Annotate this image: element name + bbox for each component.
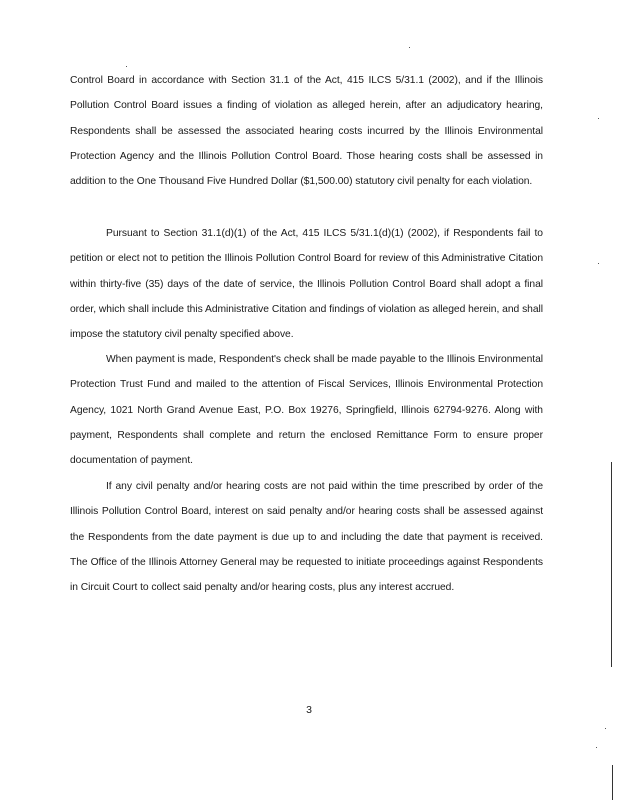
scan-speck bbox=[598, 263, 599, 264]
paragraph-hearing-costs bbox=[70, 68, 543, 194]
paragraph-text: Control Board in accordance with Section 31.1 of the Act, 415 ILCS 5/31.1 (2002), and if the Illinois Pollution Control Board issues a finding of violation as alleged herein, after an adjudicatory hearing, Respondents shall be assessed the associated hearing costs incurred by the Illinois Environmental Protection Agency and the Illinois Pollution Control Board. Those hearing costs shall be assessed in addition to the One Thousand Five Hundred Dollar ($1,500.00) statutory civil penalty for each violation. bbox=[70, 75, 543, 188]
scan-speck bbox=[596, 747, 597, 748]
scan-speck bbox=[409, 47, 410, 48]
page-number: 3 bbox=[306, 704, 312, 716]
scan-artifact-line bbox=[611, 462, 612, 667]
paragraph-text: If any civil penalty and/or hearing costs are not paid within the time prescribed by order of the Illinois Pollution Control Board, interest on said penalty and/or hearing costs shall be assessed against the Respondents from the date payment is due up to and including the date that payment is received. The Office of the Illinois Attorney General may be requested to initiate proceedings against Respondents in Circuit Court to collect said penalty and/or hearing costs, plus any interest accrued. bbox=[70, 481, 543, 594]
scan-speck bbox=[598, 118, 599, 119]
paragraph-text: When payment is made, Respondent's check shall be made payable to the Illinois Environmental Protection Trust Fund and mailed to the attention of Fiscal Services, Illinois Environmental Protection Agency, 1021 North Grand Avenue East, P.O. Box 19276, Springfield, Illinois 62794-9276. Along with payment, Respondents shall complete and return the enclosed Remittance Form to ensure proper documentation of payment. bbox=[70, 354, 543, 467]
scan-speck bbox=[126, 66, 127, 67]
scan-speck bbox=[605, 728, 606, 729]
paragraph-text: Pursuant to Section 31.1(d)(1) of the Act, 415 ILCS 5/31.1(d)(1) (2002), if Respondents fail to petition or elect not to petition the Illinois Pollution Control Board for review of this Administrative Citation within thirty-five (35) days of the date of service, the Illinois Pollution Control Board shall adopt a final order, which shall include this Administrative Citation and findings of violation as alleged herein, and shall impose the statutory civil penalty specified above. bbox=[70, 228, 543, 341]
scan-artifact-line bbox=[612, 765, 613, 800]
paragraph-payment-instructions bbox=[70, 347, 543, 473]
paragraph-interest-collection bbox=[70, 474, 543, 600]
paragraph-final-order bbox=[70, 221, 543, 347]
